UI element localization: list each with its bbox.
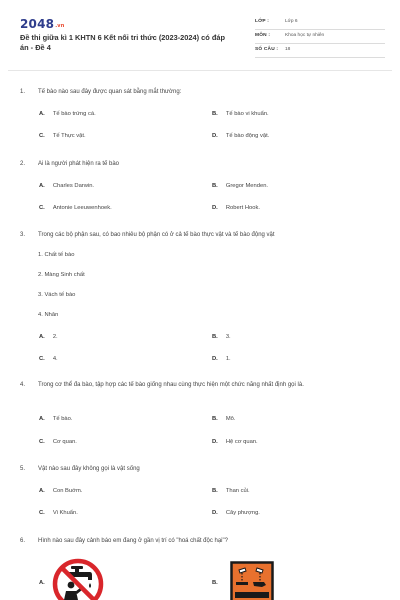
statement-2: 2. Màng Sinh chất: [38, 272, 85, 278]
option-d[interactable]: D. Hệ cơ quan.: [212, 439, 258, 445]
statement-3: 3. Vách tế bào: [38, 292, 76, 298]
option-a[interactable]: A. Tế bào trứng cá.: [39, 111, 96, 117]
meta-question-count: SỐ CÂU : 18: [255, 44, 385, 58]
question-text: Tế bào nào sau đây được quan sát bằng mắt thường:: [38, 89, 182, 95]
option-b[interactable]: B. Mô.: [212, 416, 236, 422]
option-c[interactable]: C. Tế Thực vật.: [39, 133, 86, 139]
option-d[interactable]: D. Tế bào động vật.: [212, 133, 270, 139]
question-text: Vật nào sau đây không gọi là vật sống: [38, 466, 140, 472]
header-divider: [8, 70, 392, 71]
option-a[interactable]: A. Tế bào.: [39, 416, 73, 422]
exam-title: Đề thi giữa kì 1 KHTN 6 Kết nối tri thức (2023-2024) có đáp án - Đề 4: [20, 33, 225, 52]
option-a[interactable]: A. Charles Darwin.: [39, 183, 95, 189]
picture-option-b-label[interactable]: B.: [212, 580, 218, 586]
option-c[interactable]: C. Vi Khuẩn.: [39, 510, 78, 516]
option-b[interactable]: B. Tế bào vi khuẩn.: [212, 111, 269, 117]
question-text: Trong các bộ phận sau, có bao nhiêu bộ phận có ở cả tế bào thực vật và tế bào động vật: [38, 232, 275, 238]
statement-1: 1. Chất tế bào: [38, 252, 75, 258]
exam-page: $2048^{.vn}$ Đề thi giữa kì 1 KHTN 6 Kết nối tri thức (2023-2024) có đáp án - Đề 4 LỚP : Lớp 6 MÔN : Khoa học tự nhiên SỐ CÂU : 18 1. Tế bào nào sau đây được quan sát bằng mắt thường: A. Tế bào trứng cá. B. Tế bào vi khuẩn. C. Tế Thực vật. D. Tế bào động vật. 2. Ai là người phát hiện ra tế bào A. Charles Darwin. B. Gregor Menden. C. Antonie Leeuwenhoek. D. Robert Hook. 3. Trong các bộ phận sau, có bao nhiêu bộ phận có ở cả tế bào thực vật và tế bào động vật 1. Chất tế bào 2. Màng Sinh chất 3. Vách tế bào 4. Nhân A. 2. B. 3. C. 4. D. 1. 4. Trong cơ thể đa bào, tập hợp các tế bào giống nhau cùng thực hiện một chức năng nhất định gọi là. A. Tế bào. B. Mô. C. Cơ quan. D. Hệ cơ quan. 5. Vật nào sau đây không gọi là vật sống A. Con Buớm. B. Than củi. C. Vi Khuẩn. D. Cây phượng. 6. Hình nào sau đây cảnh báo em đang ở gần vị trí có "hoá chất độc hại"? A. B.: [8, 8, 392, 600]
no-drinking-water-icon[interactable]: [52, 558, 104, 600]
option-d[interactable]: D. 1.: [212, 356, 231, 362]
option-c[interactable]: C. Antonie Leeuwenhoek.: [39, 205, 112, 211]
corrosive-chemical-icon[interactable]: [230, 561, 274, 600]
site-logo[interactable]: $2048^{.vn}$: [20, 17, 65, 31]
option-b[interactable]: B. Than củi.: [212, 488, 250, 494]
option-a[interactable]: A. 2.: [39, 334, 58, 340]
question-text: Trong cơ thể đa bào, tập hợp các tế bào giống nhau cùng thực hiện một chức năng nhất định gọi là.: [38, 382, 304, 388]
picture-option-a-label[interactable]: A.: [39, 580, 45, 586]
option-b[interactable]: B. Gregor Menden.: [212, 183, 269, 189]
option-d[interactable]: D. Cây phượng.: [212, 510, 260, 516]
meta-class: LỚP : Lớp 6: [255, 16, 385, 30]
option-c[interactable]: C. Cơ quan.: [39, 439, 77, 445]
meta-subject: MÔN : Khoa học tự nhiên: [255, 30, 385, 44]
option-a[interactable]: A. Con Buớm.: [39, 488, 83, 494]
option-b[interactable]: B. 3.: [212, 334, 231, 340]
option-d[interactable]: D. Robert Hook.: [212, 205, 260, 211]
question-text: Hình nào sau đây cảnh báo em đang ở gần vị trí có "hoá chất độc hại"?: [38, 538, 228, 544]
option-c[interactable]: C. 4.: [39, 356, 58, 362]
question-text: Ai là người phát hiện ra tế bào: [38, 161, 120, 167]
exam-header: [8, 8, 392, 70]
statement-4: 4. Nhân: [38, 312, 59, 318]
